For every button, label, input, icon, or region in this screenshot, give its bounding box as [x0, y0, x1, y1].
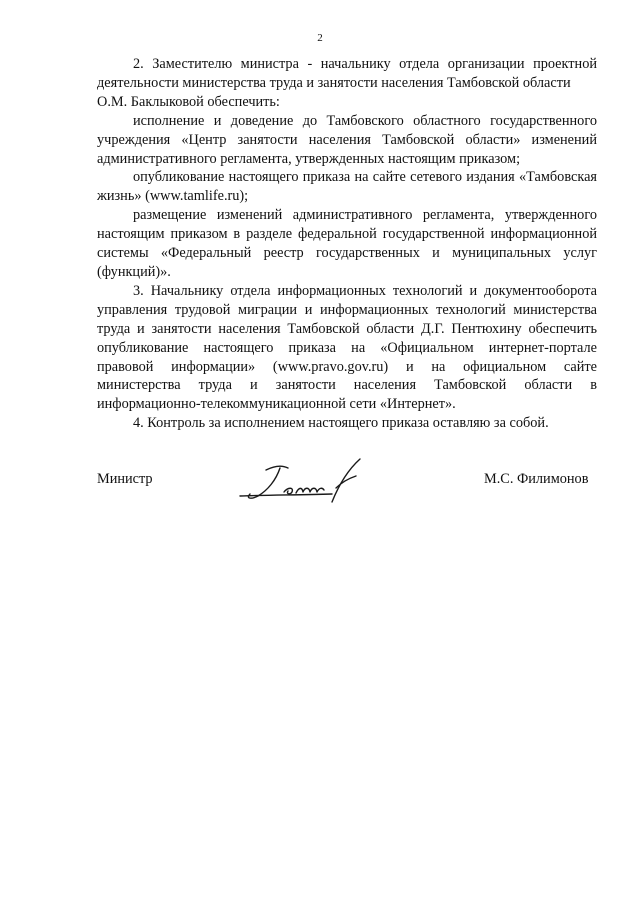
page-number: 2	[317, 32, 323, 44]
handwritten-signature	[236, 456, 370, 508]
document-body	[97, 55, 597, 433]
paragraph-3: 3. Начальнику отдела информационных технологий и документооборота управления трудовой миграции и информационных технологий министерства труда и занятости населения Тамбовской области Д.Г. Пентюхину обеспечить опубликование настоящего приказа на «Официальном интернет-портале правовой информации» (www.pravo.gov.ru) и на официальном сайте министерства труда и занятости населения Тамбовской области в информационно-телекоммуникационной сети «Интернет».	[97, 282, 597, 413]
paragraph-4: 4. Контроль за исполнением настоящего приказа оставляю за собой.	[133, 415, 549, 432]
signatory-title: Министр	[97, 471, 153, 487]
paragraph-2-item-2: опубликование настоящего приказа на сайте сетевого издания «Тамбовская жизнь» (www.tamlife.ru);	[97, 169, 597, 205]
paragraph-2: 2. Заместителю министра - начальнику отдела организации проектной деятельности министерства труда и занятости населения Тамбовской области	[97, 56, 597, 91]
signatory-name: М.С. Филимонов	[484, 471, 589, 487]
paragraph-2-item-3: размещение изменений административного регламента, утвержденного настоящим приказом в разделе федеральной государственной информационной системы «Федеральный реестр государственных и муниципальных услуг (функций)».	[97, 207, 597, 280]
paragraph-2-continuation: О.М. Баклыковой обеспечить:	[97, 93, 280, 110]
paragraph-2-item-1: исполнение и доведение до Тамбовского областного государственного учреждения «Центр занятости населения Тамбовской области» изменений административного регламента, утвержденных настоящим приказом;	[97, 112, 597, 167]
